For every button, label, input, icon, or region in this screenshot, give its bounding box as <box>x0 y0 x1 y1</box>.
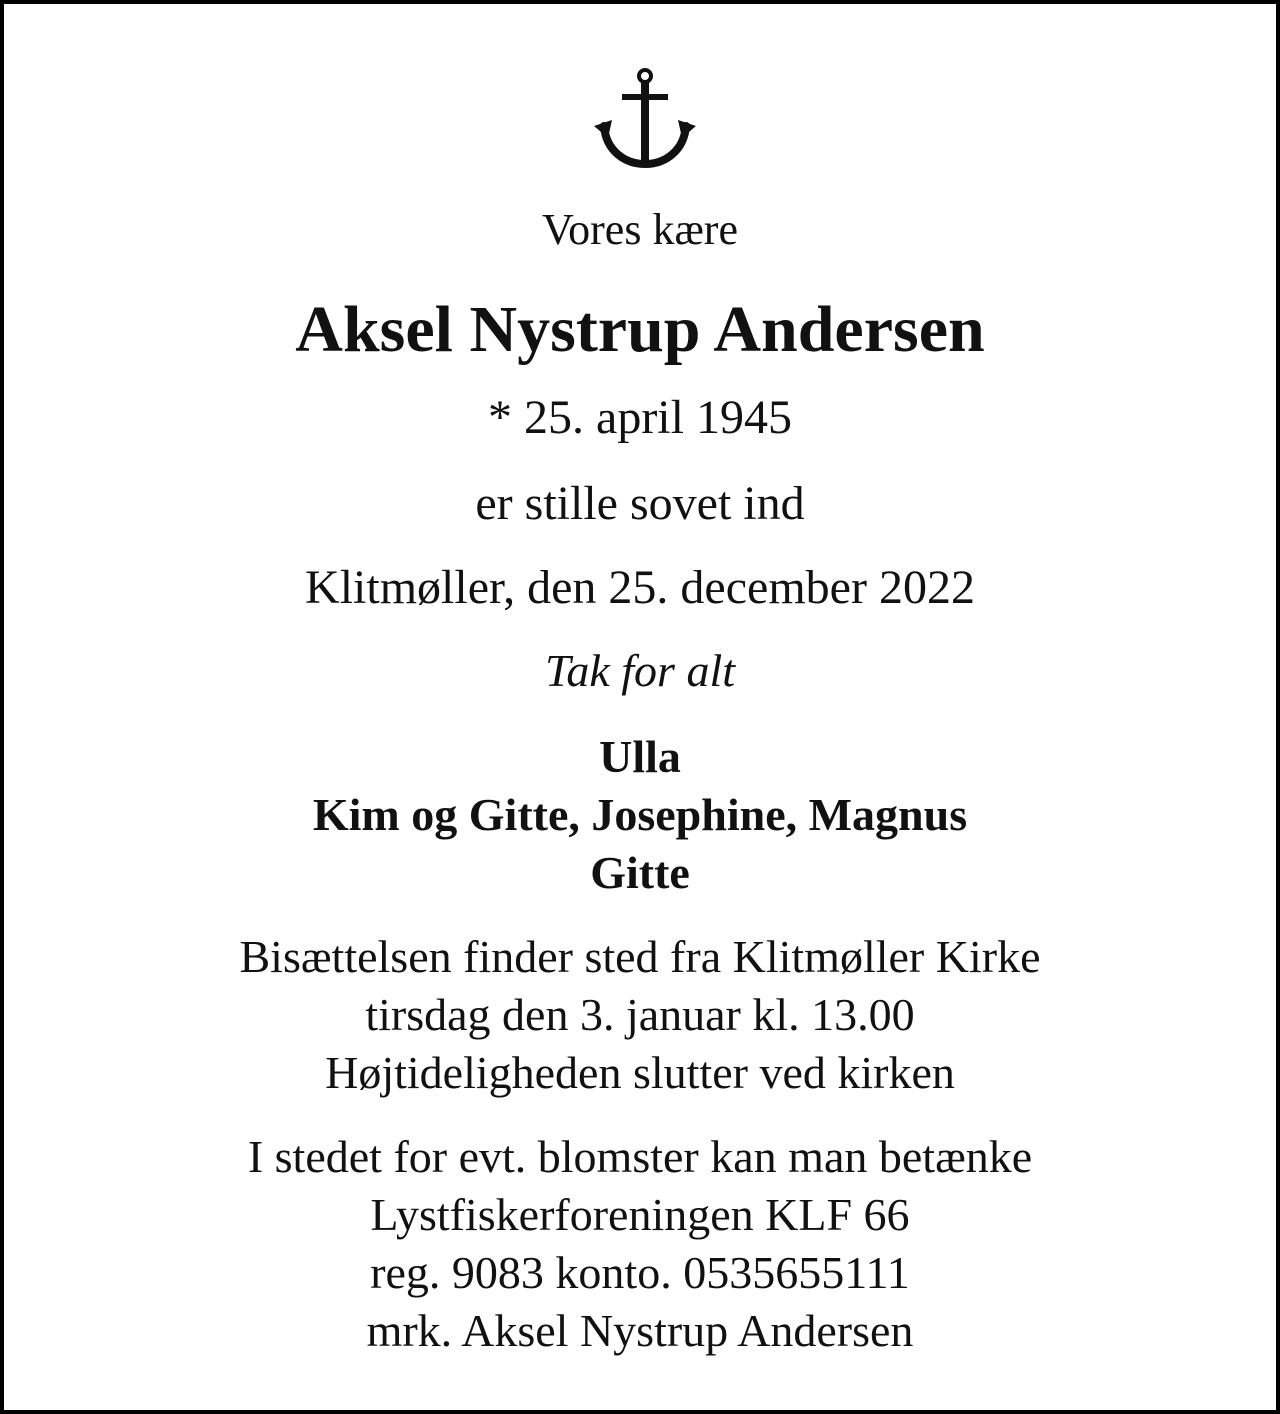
place-and-date: Klitmøller, den 25. december 2022 <box>305 561 975 614</box>
donation-line: mrk. Aksel Nystrup Andersen <box>366 1305 914 1356</box>
funeral-details <box>4 928 1276 1102</box>
deceased-name: Aksel Nystrup Andersen <box>295 293 985 366</box>
family-line: Kim og Gitte, Josephine, Magnus <box>312 789 968 840</box>
family-line: Gitte <box>590 847 690 898</box>
funeral-line: tirsdag den 3. januar kl. 13.00 <box>365 989 915 1040</box>
funeral-line: Højtideligheden slutter ved kirken <box>325 1047 955 1098</box>
thanks-text: Tak for alt <box>544 645 736 696</box>
birth-date: * 25. april 1945 <box>488 391 792 444</box>
family-line: Ulla <box>599 731 681 782</box>
donation-line: I stedet for evt. blomster kan man betænke <box>247 1131 1033 1182</box>
donation-line: reg. 9083 konto. 0535655111 <box>370 1247 910 1298</box>
funeral-line: Bisættelsen finder sted fra Klitmøller Kirke <box>239 931 1041 982</box>
anchor-icon <box>590 64 700 174</box>
intro-text: Vores kære <box>542 205 738 254</box>
passed-text: er stille sovet ind <box>475 477 805 530</box>
donation-line: Lystfiskerforeningen KLF 66 <box>370 1189 910 1240</box>
donation-details <box>4 1128 1276 1360</box>
family-signatures <box>4 728 1276 902</box>
